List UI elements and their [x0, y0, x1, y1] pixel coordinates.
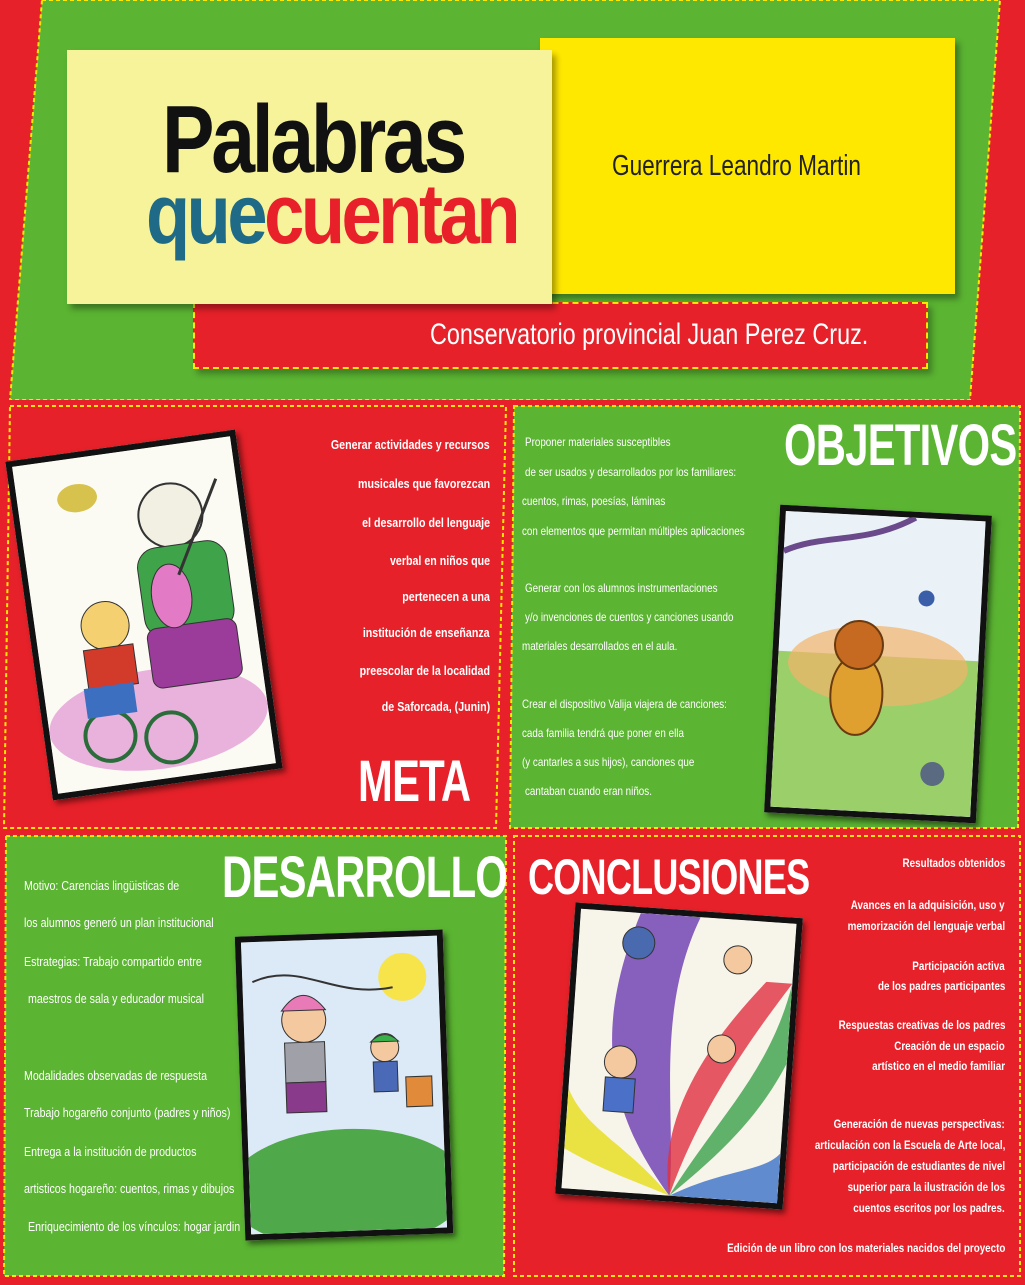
meta-illustration: [5, 430, 282, 801]
logo-que-cuentan: [146, 167, 518, 261]
meta-line: el desarrollo del lenguaje: [362, 515, 490, 530]
meta-line: institución de enseñanza: [363, 625, 490, 640]
logo-palabras: Palabras: [162, 86, 464, 193]
conclusiones-line: cuentos escritos por los padres.: [853, 1201, 1005, 1215]
conclusiones-line: de los padres participantes: [877, 979, 1005, 993]
objetivos-line: cada familia tendrá que poner en ella: [522, 726, 684, 740]
objetivos-heading: OBJETIVOS: [784, 413, 1017, 478]
conclusiones-line: artístico en el medio familiar: [872, 1059, 1005, 1073]
desarrollo-line: Motivo: Carencias lingüisticas de: [24, 878, 180, 893]
conclusiones-line: Edición de un libro con los materiales nacidos del proyecto: [726, 1241, 1005, 1255]
desarrollo-line: Enriquecimiento de los vínculos: hogar jardin: [28, 1219, 241, 1234]
conclusiones-heading: CONCLUSIONES: [528, 849, 810, 905]
conclusiones-line: participación de estudiantes de nivel: [832, 1159, 1005, 1173]
desarrollo-line: Modalidades observadas de respuesta: [24, 1068, 208, 1083]
conclusiones-line: Participación activa: [912, 959, 1005, 973]
conclusiones-line: Resultados obtenidos: [902, 856, 1005, 870]
meta-line: Generar actividades y recursos: [331, 437, 490, 452]
objetivos-line: materiales desarrollados en el aula.: [522, 639, 678, 653]
objetivos-illustration: [764, 505, 992, 824]
meta-line: verbal en niños que: [389, 553, 490, 568]
desarrollo-line: artisticos hogareño: cuentos, rimas y dibujos: [24, 1181, 235, 1196]
author-name: Guerrera Leandro Martin: [612, 150, 861, 182]
logo-que: que: [146, 167, 265, 261]
conclusiones-line: Generación de nuevas perspectivas:: [833, 1117, 1005, 1131]
desarrollo-heading: DESARROLLO: [222, 845, 508, 910]
institution-name: Conservatorio provincial Juan Perez Cruz.: [430, 318, 869, 351]
objetivos-line: Crear el dispositivo Valija viajera de canciones:: [522, 697, 727, 711]
meta-line: pertenecen a una: [402, 589, 490, 604]
conclusiones-line: Creación de un espacio: [894, 1039, 1005, 1053]
conclusiones-line: articulación con la Escuela de Arte local,: [814, 1138, 1005, 1152]
objetivos-line: cuentos, rimas, poesías, láminas: [522, 494, 666, 508]
conclusiones-line: Respuestas creativas de los padres: [838, 1018, 1005, 1032]
objetivos-line: de ser usados y desarrollados por los familiares:: [525, 465, 737, 479]
conclusiones-line: Avances en la adquisición, uso y: [851, 898, 1005, 912]
conclusiones-line: superior para la ilustración de los: [847, 1180, 1005, 1194]
conclusiones-illustration: [555, 902, 803, 1209]
desarrollo-line: Entrega a la institución de productos: [24, 1144, 197, 1159]
conclusiones-line: memorización del lenguaje verbal: [847, 919, 1005, 933]
meta-line: preescolar de la localidad: [359, 663, 490, 678]
meta-line: musicales que favorezcan: [357, 476, 490, 491]
desarrollo-line: Estrategias: Trabajo compartido entre: [24, 954, 202, 969]
logo-cuentan: cuentan: [264, 167, 518, 261]
meta-heading: META: [358, 749, 471, 814]
objetivos-line: con elementos que permitan múltiples aplicaciones: [522, 524, 745, 538]
desarrollo-line: maestros de sala y educador musical: [28, 991, 204, 1006]
objetivos-line: (y cantarles a sus hijos), canciones que: [522, 755, 695, 769]
objetivos-line: Generar con los alumnos instrumentaciones: [525, 581, 718, 595]
objetivos-line: Proponer materiales susceptibles: [525, 435, 671, 449]
objetivos-line: cantaban cuando eran niños.: [525, 784, 652, 798]
meta-line: de Saforcada, (Junin): [381, 699, 490, 714]
desarrollo-line: Trabajo hogareño conjunto (padres y niños): [24, 1105, 231, 1120]
desarrollo-line: los alumnos generó un plan institucional: [24, 915, 214, 930]
objetivos-line: y/o invenciones de cuentos y canciones usando: [525, 610, 734, 624]
desarrollo-illustration: [235, 929, 453, 1240]
